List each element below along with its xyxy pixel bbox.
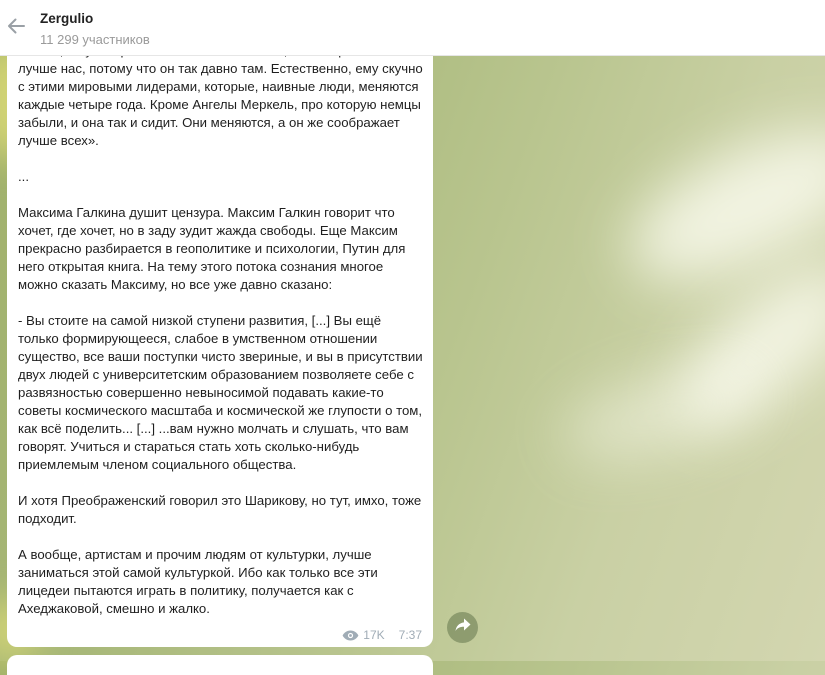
share-forward-icon [455,618,471,637]
chat-header [0,0,825,56]
share-button[interactable] [447,612,478,643]
views-count: 17K [363,628,385,642]
participants-count: 11 299 участников [40,32,150,47]
next-message-bubble [7,655,433,675]
background-blur-petal-3 [554,355,765,474]
message-bubble [7,30,433,647]
back-button[interactable] [4,14,28,42]
chat-title[interactable]: Zergulio [40,11,94,26]
message-time: 7:37 [398,628,422,642]
message-meta [342,628,422,642]
arrow-left-icon [7,18,25,39]
message-text: лучше нас, потому что он так давно там. Естественно, ему скучно с этими мировыми лидерами, которые, наивные люди, меняются каждые четыре года. Кроме Ангелы Меркель, про которую немцы забыли, и она так и сидит. Они меняются, а он же соображает лучше всех». ... Максима Галкина душит цензура. Максим Галкин говорит что хочет, где хочет, но в заду зудит жажда свободы. Еще Максим прекрасно разбирается в геополитике и психологии, Путин для него открытая книга. На тему этого потока сознания многое можно сказать Максиму, но все уже давно сказано: - Вы стоите на самой низкой ступени развития, [...] Вы ещё только формирующееся, слабое в умственном отношении существо, все ваши поступки чисто звериные, и вы в присутствии двух людей с университетским образованием позволяете себе с развязностью совершенно невыносимой подавать какие-то советы космического масштаба и космической же глупости о том, как всё поделить... [...] ...вам нужно молчать и слушать, что вам говорят. Учиться и стараться стать хоть сколько-нибудь приемлемым членом социального общества. И хотя Преображенский говорил это Шарикову, но тут, имхо, тоже подходит. А вообще, артистам и прочим людям от культурки, лучше заниматься этой самой культуркой. Ибо как только все эти лицедеи пытаются играть в политику, получается как с Ахеджаковой, смешно и жалко. [18,61,423,616]
eye-icon [342,630,359,641]
